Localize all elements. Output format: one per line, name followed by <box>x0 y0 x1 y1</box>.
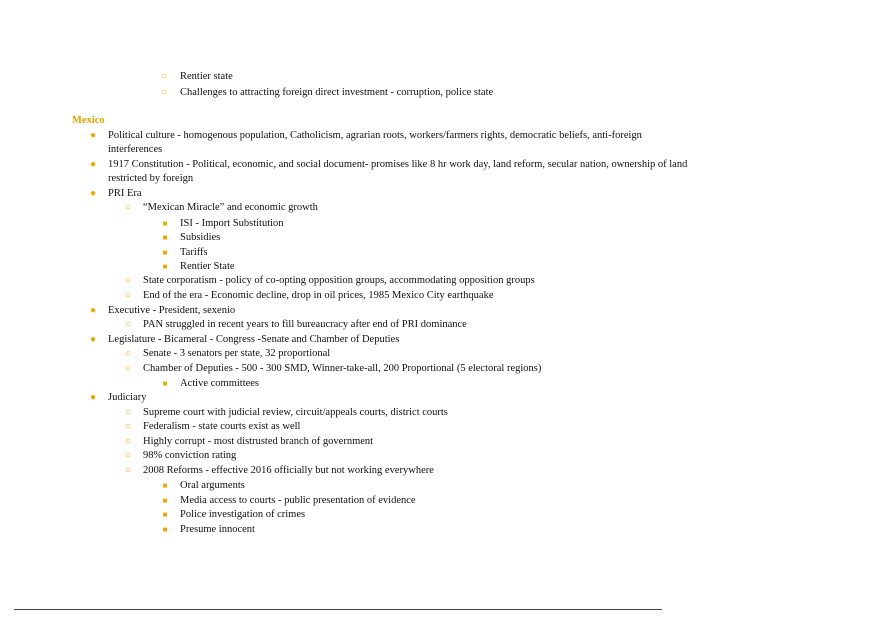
filled-bullet-icon: ● <box>89 188 97 199</box>
list-item: “Mexican Miracle” and economic growth <box>143 202 318 213</box>
list-item-continuation: interferences <box>108 144 163 155</box>
list-item: 98% conviction rating <box>143 450 237 461</box>
filled-bullet-icon: ● <box>89 159 97 170</box>
list-item: Highly corrupt - most distrusted branch of government <box>143 436 374 447</box>
section-heading: Mexico <box>72 115 105 126</box>
square-bullet-icon: ■ <box>162 233 168 242</box>
list-item: Tariffs <box>180 247 208 258</box>
list-item: Rentier State <box>180 261 235 272</box>
hollow-bullet-icon: ○ <box>124 421 132 432</box>
hollow-bullet-icon: ○ <box>124 275 132 286</box>
square-bullet-icon: ■ <box>162 379 168 388</box>
filled-bullet-icon: ● <box>89 334 97 345</box>
list-item: Rentier state <box>180 71 233 82</box>
square-bullet-icon: ■ <box>162 496 168 505</box>
square-bullet-icon: ■ <box>162 248 168 257</box>
list-item: Legislature - Bicameral - Congress -Senate and Chamber of Deputies <box>108 334 400 345</box>
list-item: ISI - Import Substitution <box>180 218 284 229</box>
list-item: PRI Era <box>108 188 142 199</box>
list-item: Active committees <box>180 378 260 389</box>
hollow-bullet-icon: ○ <box>124 363 132 374</box>
hollow-bullet-icon: ○ <box>124 202 132 213</box>
square-bullet-icon: ■ <box>162 219 168 228</box>
hollow-bullet-icon: ○ <box>124 450 132 461</box>
hollow-bullet-icon: ○ <box>124 465 132 476</box>
list-item: Media access to courts - public presentation of evidence <box>180 495 416 506</box>
filled-bullet-icon: ● <box>89 305 97 316</box>
square-bullet-icon: ■ <box>162 481 168 490</box>
square-bullet-icon: ■ <box>162 525 168 534</box>
filled-bullet-icon: ● <box>89 130 97 141</box>
list-item: Presume innocent <box>180 524 255 535</box>
hollow-bullet-icon: ○ <box>124 407 132 418</box>
list-item: End of the era - Economic decline, drop in oil prices, 1985 Mexico City earthquake <box>143 290 494 301</box>
list-item: 2008 Reforms - effective 2016 officially but not working everywhere <box>143 465 434 476</box>
list-item: Federalism - state courts exist as well <box>143 421 301 432</box>
footer-divider <box>14 609 662 610</box>
list-item: 1917 Constitution - Political, economic, and social document- promises like 8 hr work day, land reform, secular nation, ownership of land <box>108 159 688 170</box>
hollow-bullet-icon: ○ <box>160 87 168 98</box>
filled-bullet-icon: ● <box>89 392 97 403</box>
square-bullet-icon: ■ <box>162 510 168 519</box>
list-item: Challenges to attracting foreign direct investment - corruption, police state <box>180 87 494 98</box>
list-item-continuation: restricted by foreign <box>108 173 194 184</box>
list-item: Judiciary <box>108 392 147 403</box>
list-item: Oral arguments <box>180 480 245 491</box>
list-item: PAN struggled in recent years to fill bureaucracy after end of PRI dominance <box>143 319 467 330</box>
list-item: Senate - 3 senators per state, 32 proportional <box>143 348 331 359</box>
list-item: Subsidies <box>180 232 221 243</box>
list-item: Chamber of Deputies - 500 - 300 SMD, Winner-take-all, 200 Proportional (5 electoral regions) <box>143 363 542 374</box>
list-item: Executive - President, sexenio <box>108 305 236 316</box>
list-item: State corporatism - policy of co-opting opposition groups, accommodating opposition groups <box>143 275 535 286</box>
list-item: Police investigation of crimes <box>180 509 306 520</box>
list-item: Political culture - homogenous population, Catholicism, agrarian roots, workers/farmers rights, democratic beliefs, anti-foreign <box>108 130 642 141</box>
hollow-bullet-icon: ○ <box>124 348 132 359</box>
hollow-bullet-icon: ○ <box>124 436 132 447</box>
list-item: Supreme court with judicial review, circuit/appeals courts, district courts <box>143 407 448 418</box>
hollow-bullet-icon: ○ <box>124 290 132 301</box>
hollow-bullet-icon: ○ <box>160 71 168 82</box>
hollow-bullet-icon: ○ <box>124 319 132 330</box>
square-bullet-icon: ■ <box>162 262 168 271</box>
